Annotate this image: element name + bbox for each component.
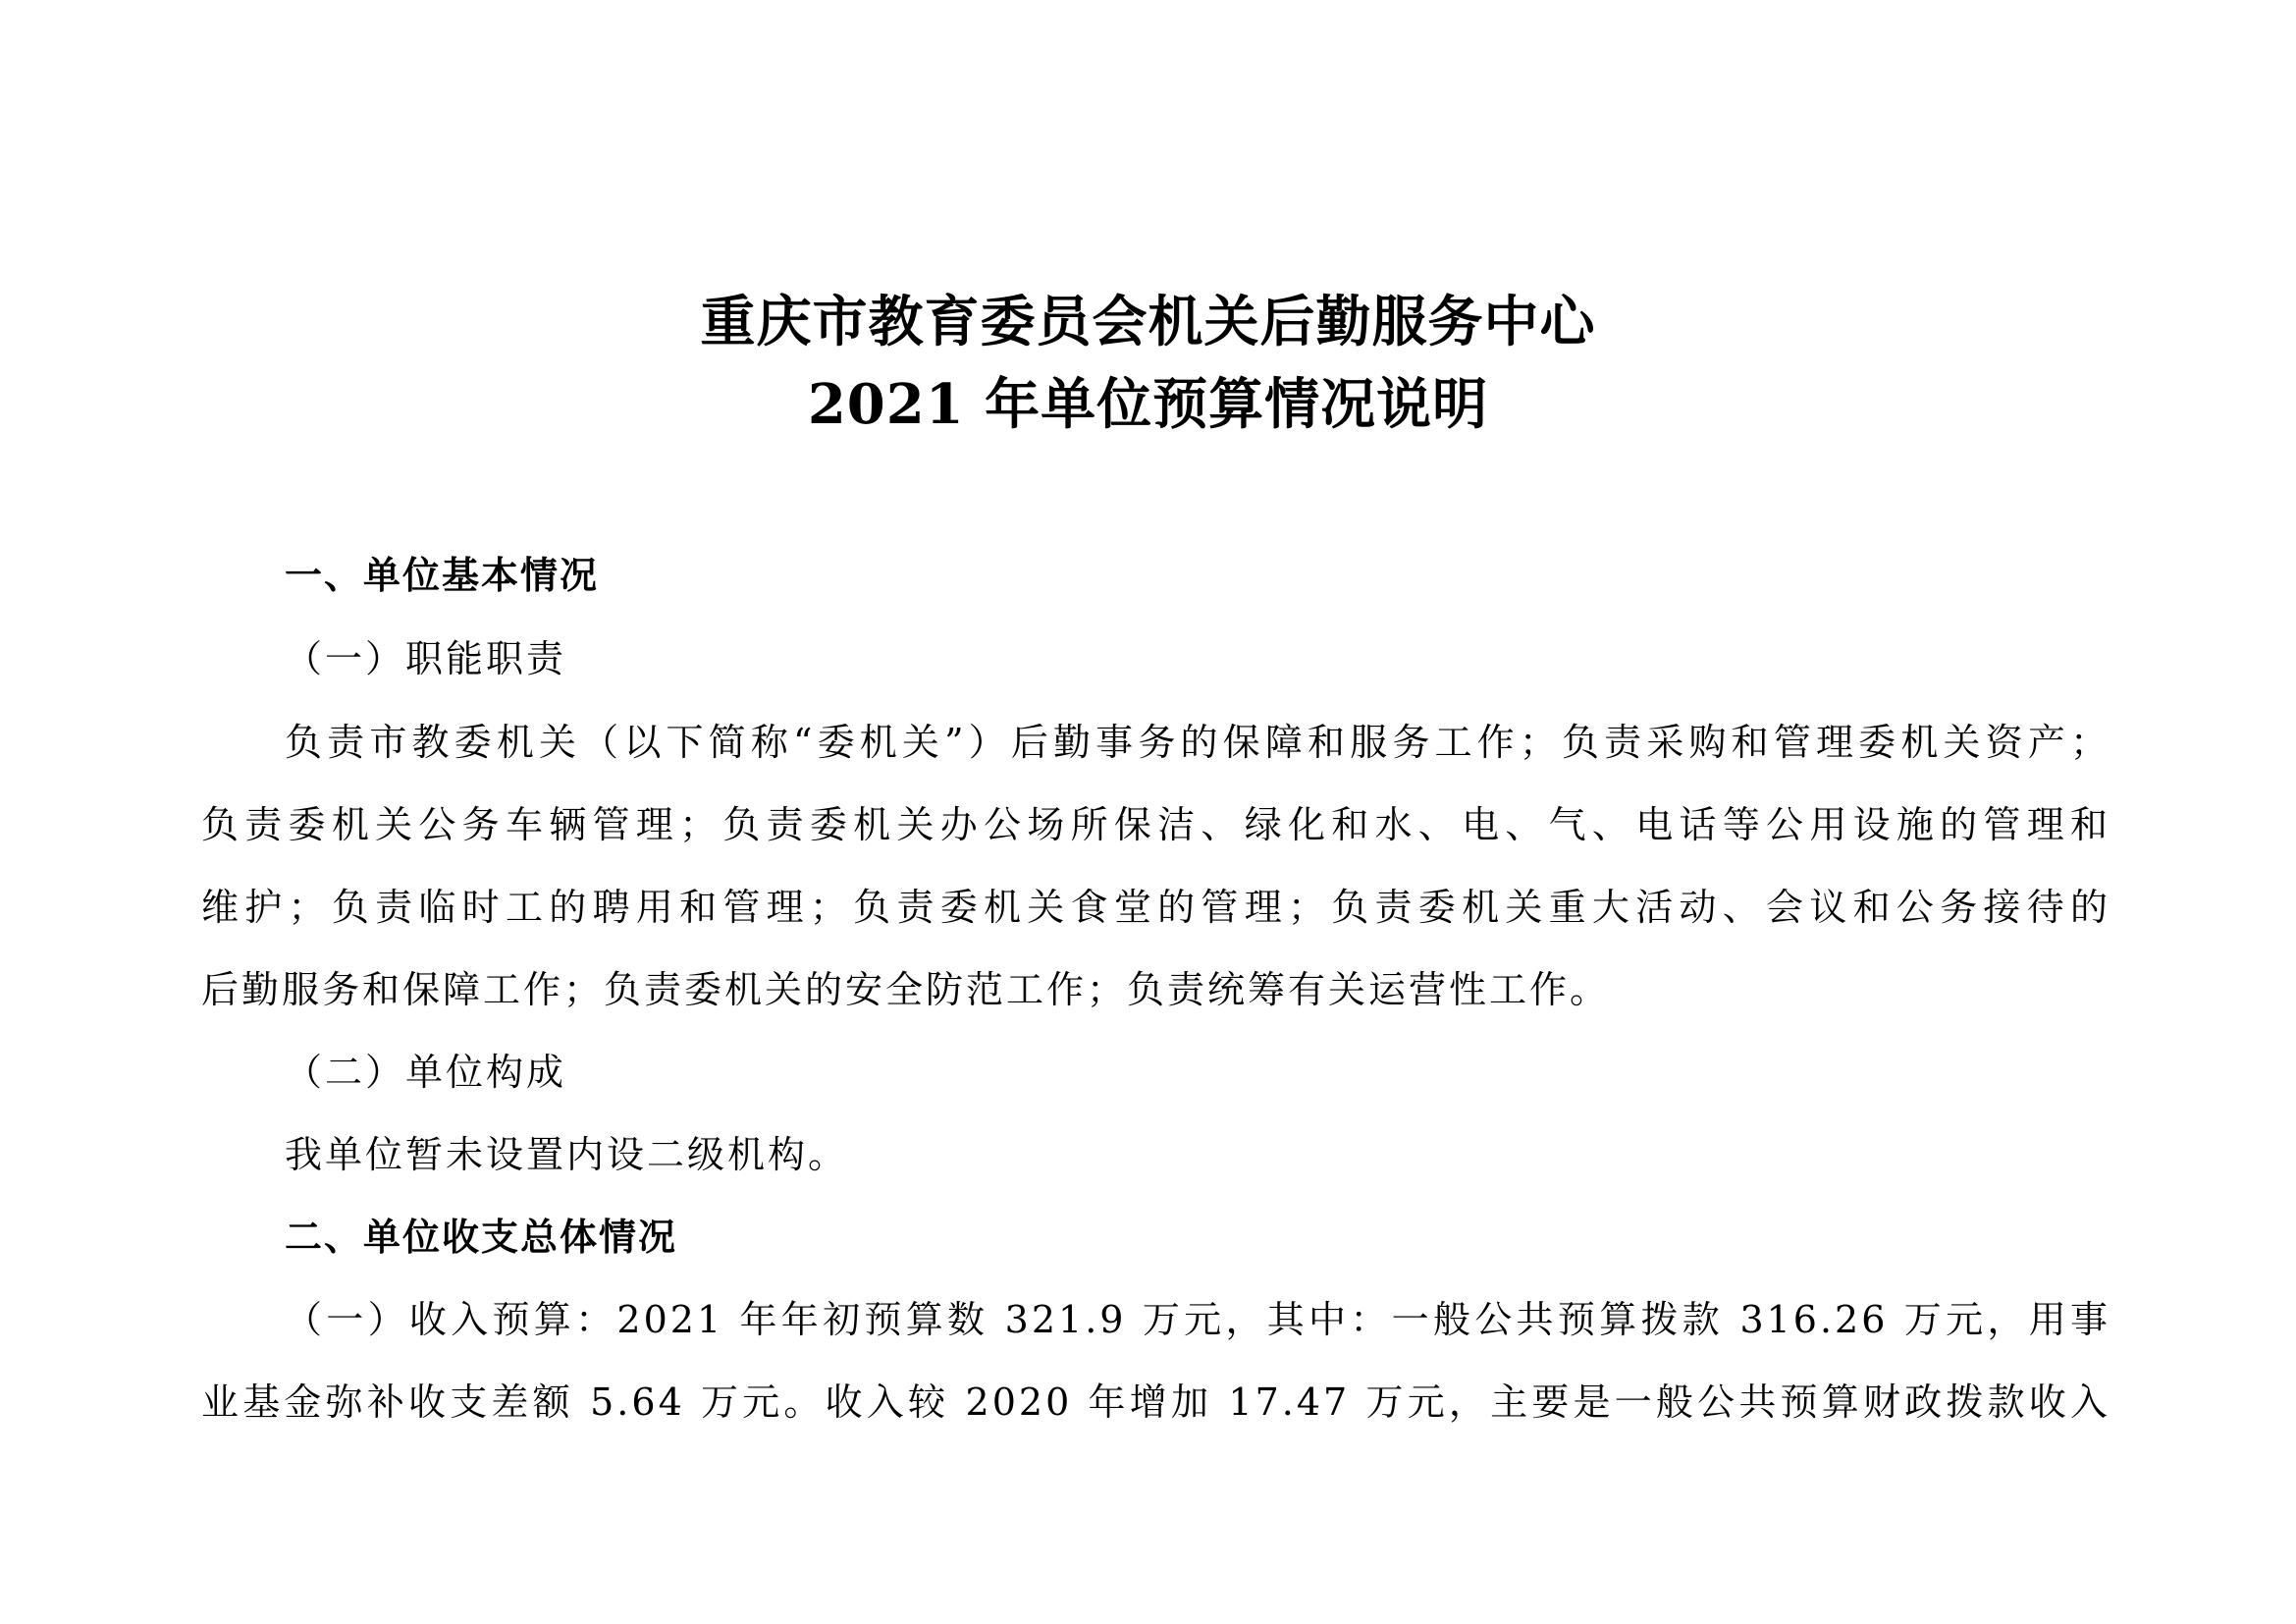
paragraph-line: 负责市教委机关（以下简称“委机关”）后勤事务的保障和服务工作；负责采购和管理委机关资产；: [285, 721, 2110, 764]
paragraph-line: 后勤服务和保障工作；负责委机关的安全防范工作；负责统筹有关运营性工作。: [201, 968, 1611, 1011]
paragraph-line: 业基金弥补收支差额 5.64 万元。收入较 2020 年增加 17.47 万元，主要是一般公共预算财政拨款收入: [201, 1380, 2110, 1424]
subheading-duties: （一）职能职责: [285, 637, 567, 680]
subheading-composition: （二）单位构成: [285, 1051, 567, 1094]
document-subtitle: 2021 年单位预算情况说明: [807, 372, 1489, 437]
paragraph-line: （一）收入预算：2021 年年初预算数 321.9 万元，其中：一般公共预算拨款 316.26 万元，用事: [285, 1298, 2110, 1341]
paragraph-line: 维护；负责临时工的聘用和管理；负责委机关食堂的管理；负责委机关重大活动、会议和公务接待的: [201, 886, 2110, 929]
paragraph-line: 我单位暂未设置内设二级机构。: [285, 1133, 849, 1176]
section-heading-basic-info: 一、单位基本情况: [285, 554, 600, 597]
document-title: 重庆市教育委员会机关后勤服务中心: [700, 290, 1596, 354]
paragraph-line: 负责委机关公务车辆管理；负责委机关办公场所保洁、绿化和水、电、气、电话等公用设施的管理和: [201, 803, 2110, 846]
section-heading-budget-overview: 二、单位收支总体情况: [285, 1216, 678, 1259]
